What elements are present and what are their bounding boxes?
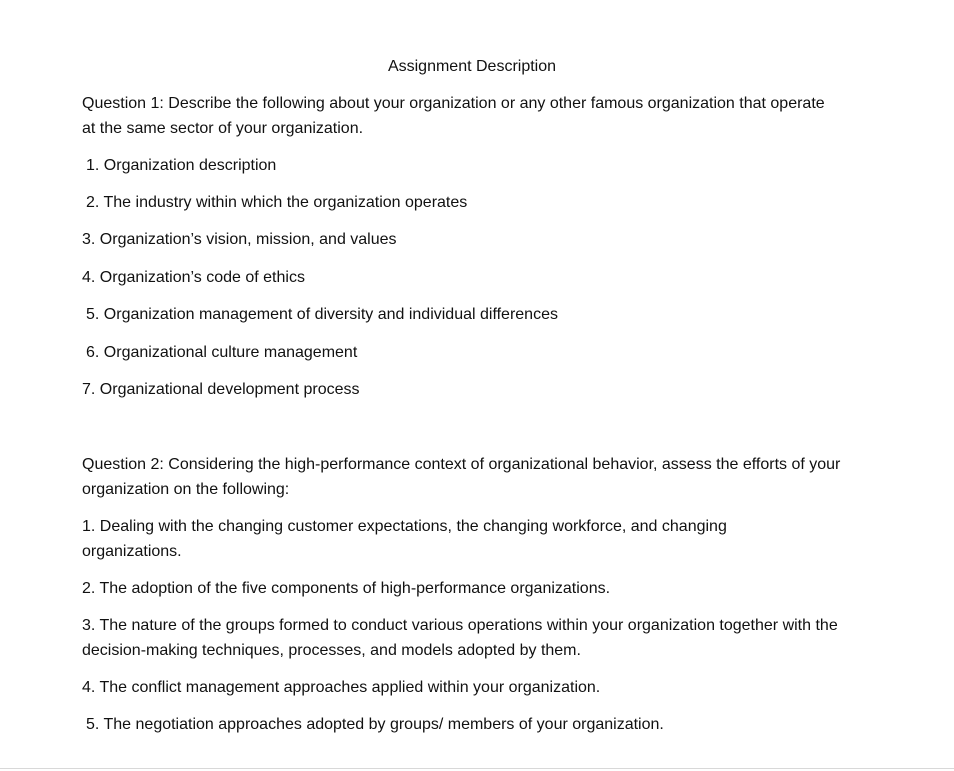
question-1-item-4: 4. Organization’s code of ethics bbox=[82, 269, 305, 286]
page-bottom-divider bbox=[0, 768, 954, 769]
question-1-prompt: Question 1: Describe the following about your organization or any other famous organization that operate at the same sector of your organization. bbox=[82, 95, 825, 137]
question-2-prompt: Question 2: Considering the high-performance context of organizational behavior, assess the efforts of your organization on the following: bbox=[82, 456, 841, 498]
question-1-item-3: 3. Organization’s vision, mission, and values bbox=[82, 231, 397, 248]
question-2-item-3: 3. The nature of the groups formed to conduct various operations within your organization together with the decision-making techniques, processes, and models adopted by them. bbox=[82, 617, 838, 659]
question-1-item-6: 6. Organizational culture management bbox=[86, 344, 358, 361]
question-1-item-2: 2. The industry within which the organization operates bbox=[86, 194, 468, 211]
question-2-item-2: 2. The adoption of the five components of high-performance organizations. bbox=[82, 580, 611, 597]
question-2-item-1: 1. Dealing with the changing customer expectations, the changing workforce, and changing organizations. bbox=[82, 518, 727, 560]
question-1-item-1: 1. Organization description bbox=[86, 157, 277, 174]
question-2-item-4: 4. The conflict management approaches applied within your organization. bbox=[82, 679, 601, 696]
question-1-item-7: 7. Organizational development process bbox=[82, 381, 360, 398]
question-2-item-5: 5. The negotiation approaches adopted by groups/ members of your organization. bbox=[86, 716, 664, 733]
document-title: Assignment Description bbox=[387, 58, 557, 75]
question-1-item-5: 5. Organization management of diversity and individual differences bbox=[86, 306, 558, 323]
